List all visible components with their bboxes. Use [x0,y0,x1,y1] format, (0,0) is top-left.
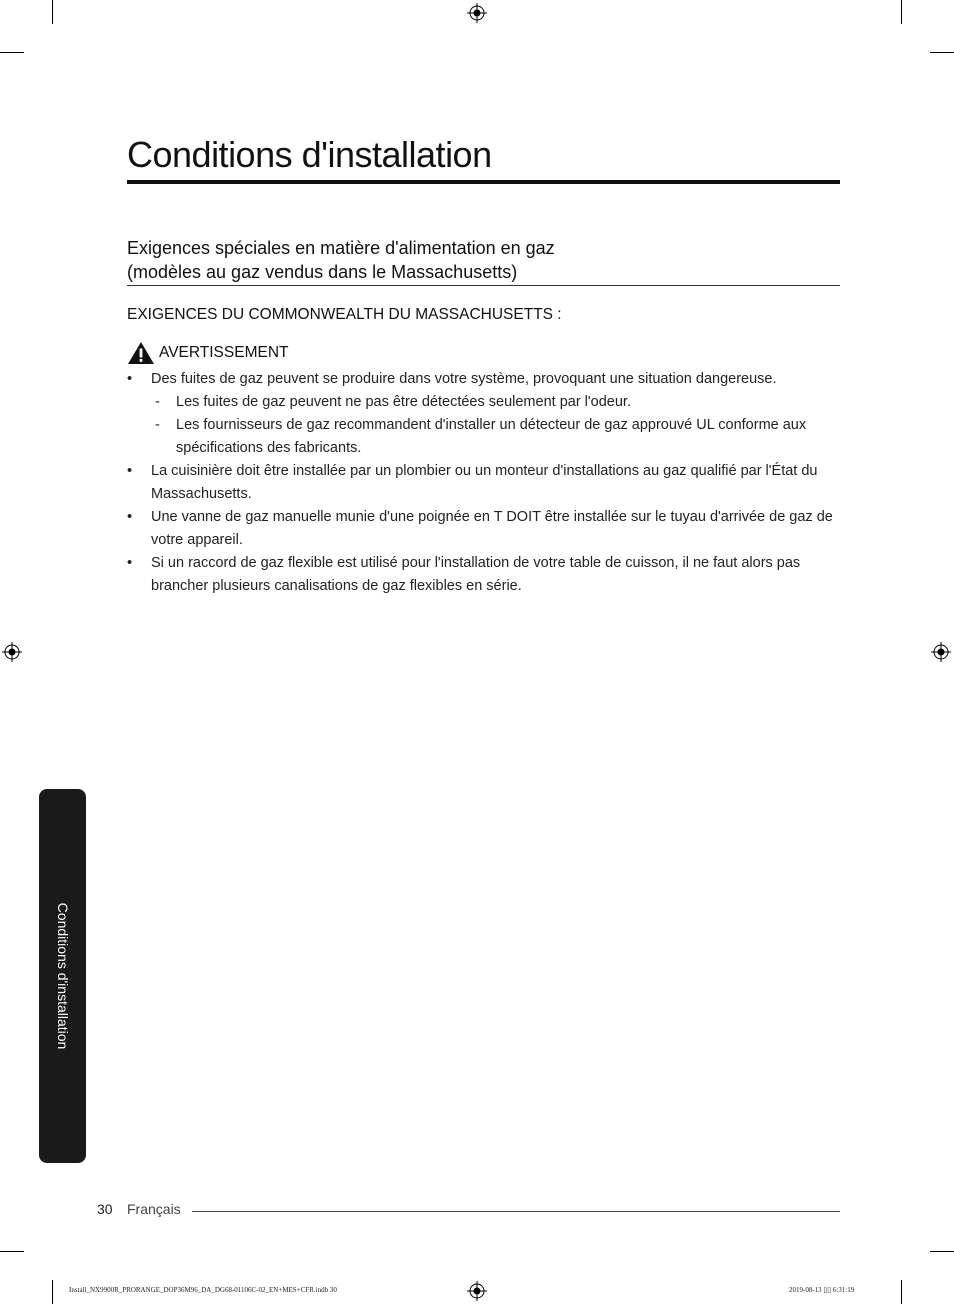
print-slug-file: Install_NX9900R_PRORANGE_DOP36M96_DA_DG68-01106C-02_EN+MES+CFR.indb 30 [69,1286,337,1294]
crop-mark [930,52,954,53]
crop-mark [901,1280,902,1304]
crop-mark [52,1280,53,1304]
section-heading [127,236,840,284]
registration-mark-icon [931,642,951,662]
registration-mark-icon [467,3,487,23]
list-item [127,506,840,552]
sub-list [151,391,840,460]
sub-list-item-text: Les fournisseurs de gaz recommandent d'installer un détecteur de gaz approuvé UL conforme aux spécifications des fabricants. [176,417,807,456]
section-heading-line1: Exigences spéciales en matière d'alimentation en gaz [127,238,555,258]
list-item [127,368,840,460]
crop-mark [901,0,902,24]
list-item-text: La cuisinière doit être installée par un plombier ou un monteur d'installations au gaz qualifié par l'État du Massachusetts. [151,463,818,502]
crop-mark [52,0,53,24]
sub-list-item-text: Les fuites de gaz peuvent ne pas être détectées seulement par l'odeur. [176,394,631,410]
crop-mark [0,52,24,53]
warning-triangle-icon [127,341,155,365]
list-item-text: Une vanne de gaz manuelle munie d'une poignée en T DOIT être installée sur le tuyau d'arrivée de gaz de votre appareil. [151,509,833,548]
list-item [127,552,840,598]
crop-mark [930,1251,954,1252]
list-item-text: Si un raccord de gaz flexible est utilisé pour l'installation de votre table de cuisson, il ne faut alors pas brancher plusieurs canalisations de gaz flexibles en série. [151,555,801,594]
sub-list-item [151,414,840,460]
registration-mark-icon [2,642,22,662]
crop-mark [0,1251,24,1252]
print-slug-date: 2019-08-13 ▯▯ 6:31:19 [789,1286,855,1294]
section-rule [127,285,840,286]
sub-list-item [151,391,840,414]
warning-header [127,340,288,366]
warning-label: AVERTISSEMENT [159,344,289,361]
list-item-text: Des fuites de gaz peuvent se produire dans votre système, provoquant une situation dangereuse. [151,371,777,387]
title-rule [127,180,840,184]
warning-list [127,368,840,598]
subheading: EXIGENCES DU COMMONWEALTH DU MASSACHUSETTS : [127,306,562,323]
section-heading-line2: (modèles au gaz vendus dans le Massachusetts) [127,262,518,282]
page-number: 30 [97,1201,113,1217]
side-tab [39,789,86,1163]
page-title: Conditions d'installation [127,134,492,175]
side-tab-label: Conditions d'installation [54,902,71,1050]
registration-mark-icon [467,1281,487,1301]
footer-rule [192,1211,840,1212]
footer-language: Français [127,1201,181,1217]
list-item [127,460,840,506]
